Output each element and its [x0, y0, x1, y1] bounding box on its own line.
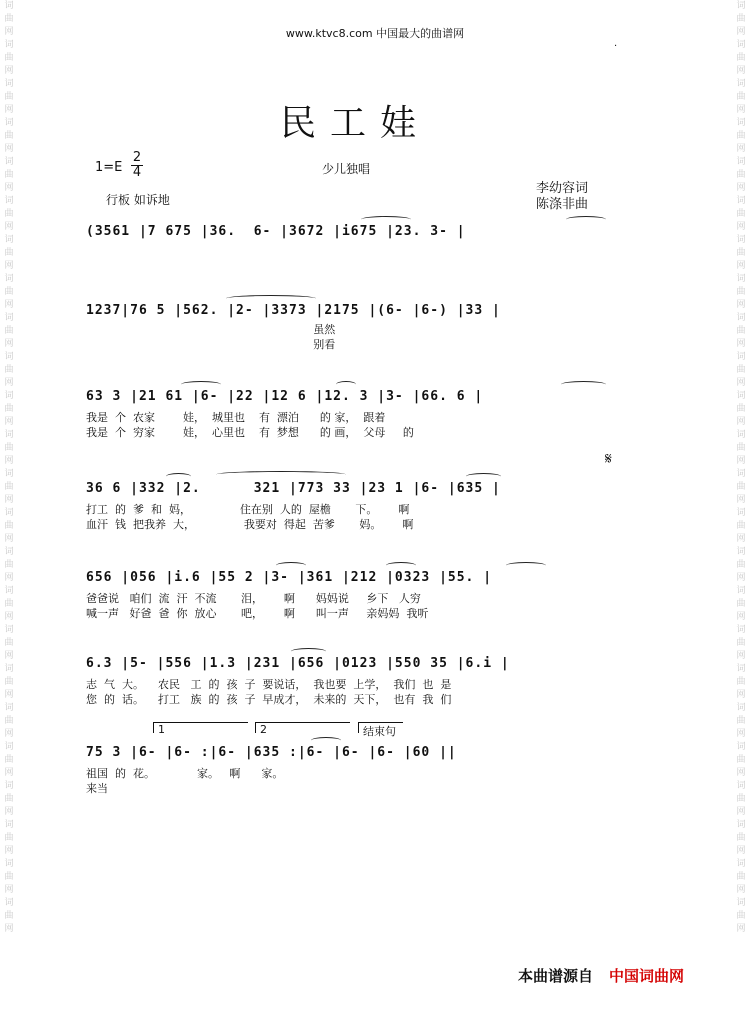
source-label: 本曲谱源自 — [518, 967, 594, 985]
slur — [291, 648, 326, 655]
composer: 陈涤非曲 — [536, 197, 589, 212]
slur — [336, 381, 356, 388]
time-signature-top: 2 — [132, 150, 142, 165]
lyrics-verse-2: 来当 — [86, 782, 108, 795]
watermark-right: 词曲网词曲网词曲网词曲网词曲网词曲网词曲网词曲网词曲网词曲网词曲网词曲网词曲网词曲网词曲网词曲网词曲网词曲网词曲网词曲网词曲网词曲网词曲网词曲网 — [736, 1, 746, 934]
notation: 6.3 |5- |556 |1.3 |231 |656 |0123 |550 35 |6.i | — [86, 656, 510, 671]
lyricist: 李幼容词 — [536, 181, 589, 196]
slur — [561, 381, 606, 388]
key-signature: 1=E — [95, 160, 123, 175]
lyrics-verse-2: 血汗 钱 把我养 大， 我要对 得起 苦爹 妈。 啊 — [86, 518, 414, 531]
slur — [226, 295, 316, 302]
slur — [466, 473, 501, 480]
slur — [166, 473, 191, 480]
tempo-marking: 行板 如诉地 — [106, 193, 170, 207]
volta-1: 1 — [153, 722, 248, 733]
slur — [361, 216, 411, 223]
notation: (3561 |7 675 |36. 6- |3672 |i675 |23. 3- | — [86, 224, 466, 239]
time-signature — [131, 151, 143, 180]
volta-2: 2 — [255, 722, 350, 733]
slur — [506, 562, 546, 569]
song-title: 民工娃 — [279, 103, 430, 144]
notation: 75 3 |6- |6- :|6- |635 :|6- |6- |6- |60 || — [86, 745, 457, 760]
slur — [566, 216, 606, 223]
notation: 63 3 |21 61 |6- |22 |12 6 |12. 3 |3- |66. 6 | — [86, 389, 484, 404]
slur — [311, 737, 341, 744]
volta-ending: 结束句 — [358, 722, 403, 733]
lyrics-verse-1: 爸爸说 咱们 流 汗 不流 泪， 啊 妈妈说 乡下 人穷 — [86, 592, 421, 605]
lyrics-verse-2: 别看 — [86, 338, 336, 351]
lyrics-verse-2: 喊一声 好爸 爸 你 放心 吧， 啊 叫一声 亲妈妈 我听 — [86, 607, 429, 620]
lyrics-verse-1: 志 气 大。 农民 工 的 孩 子 要说话， 我也要 上学， 我们 也 是 — [86, 678, 452, 691]
lyrics-verse-1: 祖国 的 花。 家。 啊 家。 — [86, 767, 284, 780]
speck: . — [614, 38, 618, 49]
lyrics-verse-2: 您 的 话。 打工 族 的 孩 子 早成才， 未来的 天下， 也有 我 们 — [86, 693, 452, 706]
source-site-link[interactable]: 中国词曲网 — [609, 967, 685, 985]
site-header: www.ktvc8.com 中国最大的曲谱网 — [285, 27, 465, 40]
slur — [386, 562, 416, 569]
source-credit — [518, 965, 684, 986]
notation: 1237|76 5 |562. |2- |3373 |2175 |(6- |6-) |33 | — [86, 303, 501, 318]
slur — [216, 471, 346, 478]
lyrics-verse-1: 打工 的 爹 和 妈， 住在别 人的 屋檐 下。 啊 — [86, 503, 410, 516]
lyrics-verse-2: 我是 个 穷家 娃， 心里也 有 梦想 的 画， 父母 的 — [86, 426, 414, 439]
lyrics-verse-1: 我是 个 农家 娃， 城里也 有 漂泊 的 家， 跟着 — [86, 411, 386, 424]
notation: 656 |056 |i.6 |55 2 |3- |361 |212 |0323 |55. | — [86, 570, 493, 585]
segno-icon: 𝄋 — [605, 449, 612, 468]
time-signature-bottom: 4 — [132, 165, 142, 180]
watermark-left: 词曲网词曲网词曲网词曲网词曲网词曲网词曲网词曲网词曲网词曲网词曲网词曲网词曲网词曲网词曲网词曲网词曲网词曲网词曲网词曲网词曲网词曲网词曲网词曲网 — [4, 1, 14, 934]
slur — [181, 381, 221, 388]
voice-type: 少儿独唱 — [322, 162, 371, 176]
lyrics-verse-1: 虽然 — [86, 323, 336, 336]
slur — [276, 562, 306, 569]
notation: 36 6 |332 |2. 321 |773 33 |23 1 |6- |635 | — [86, 481, 501, 496]
